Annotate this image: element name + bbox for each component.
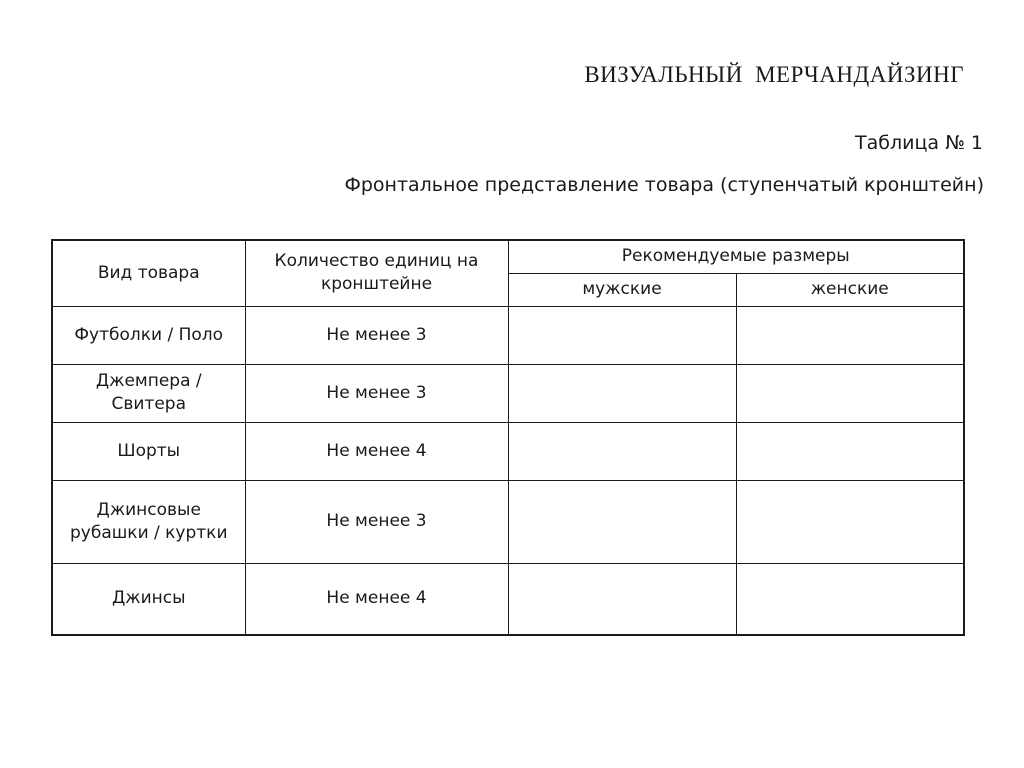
cell-womens [736, 306, 964, 364]
table-row [52, 306, 964, 364]
cell-product: Футболки / Поло [52, 306, 245, 364]
header-mens: мужские [508, 273, 736, 306]
cell-womens [736, 422, 964, 480]
cell-product: Джемпера / Свитера [52, 364, 245, 422]
header-quantity: Количество единиц на кронштейне [245, 240, 508, 306]
cell-mens [508, 480, 736, 563]
merchandising-table [51, 239, 965, 636]
cell-product: Шорты [52, 422, 245, 480]
cell-quantity: Не менее 4 [245, 563, 508, 635]
cell-quantity: Не менее 4 [245, 422, 508, 480]
header-womens: женские [736, 273, 964, 306]
cell-product: Джинсы [52, 563, 245, 635]
cell-mens [508, 422, 736, 480]
header-recommended-sizes: Рекомендуемые размеры [508, 240, 964, 273]
table-row [52, 480, 964, 563]
cell-womens [736, 364, 964, 422]
cell-product: Джинсовые рубашки / куртки [52, 480, 245, 563]
header-product-type: Вид товара [52, 240, 245, 306]
table-row [52, 563, 964, 635]
cell-quantity: Не менее 3 [245, 480, 508, 563]
table-row [52, 422, 964, 480]
cell-womens [736, 563, 964, 635]
table-row [52, 364, 964, 422]
page-title: ВИЗУАЛЬНЫЙ МЕРЧАНДАЙЗИНГ [584, 62, 964, 87]
cell-womens [736, 480, 964, 563]
cell-quantity: Не менее 3 [245, 306, 508, 364]
table-caption: Фронтальное представление товара (ступенчатый кронштейн) [344, 174, 984, 196]
cell-mens [508, 306, 736, 364]
table-header-row [52, 240, 964, 273]
cell-mens [508, 364, 736, 422]
table-number: Таблица № 1 [855, 132, 983, 154]
cell-quantity: Не менее 3 [245, 364, 508, 422]
cell-mens [508, 563, 736, 635]
